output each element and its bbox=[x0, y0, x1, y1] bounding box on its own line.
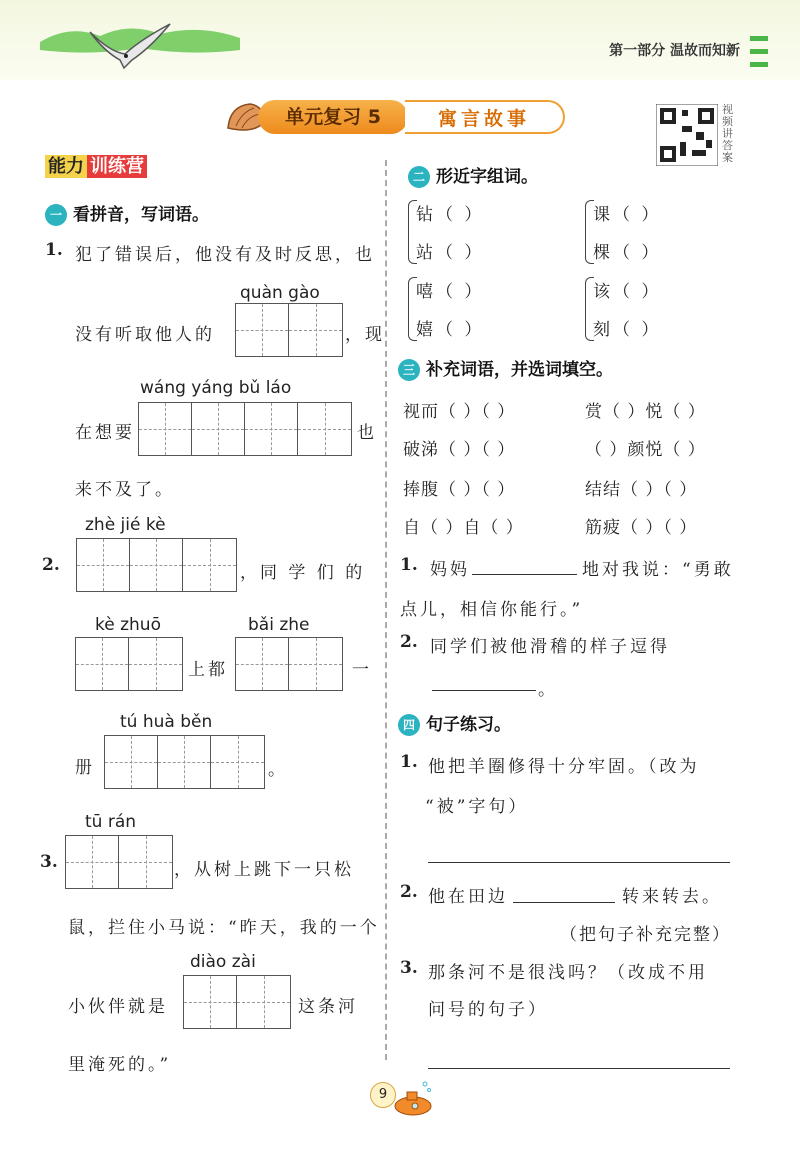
r2-blank[interactable] bbox=[432, 690, 536, 691]
s3-text: 那条河不是很浅吗？（改成不用 bbox=[428, 963, 708, 983]
fill-row2-b: （ ）颜悦（ ） bbox=[585, 440, 706, 460]
q1-pre2: 没有听取他人的 bbox=[75, 325, 215, 345]
q3-line2: 鼠，拦住小马说：“昨天，我的一个 bbox=[68, 918, 380, 938]
q2-grid2[interactable] bbox=[75, 637, 183, 691]
r1-pre: 妈妈 bbox=[430, 560, 470, 580]
q2-pinyin1: zhè jié kè bbox=[85, 515, 166, 535]
s2-blank[interactable] bbox=[513, 902, 615, 903]
unit-title: 单元复习 5 bbox=[258, 100, 408, 134]
q1-post3: 也 bbox=[357, 423, 377, 443]
page-number: 9 bbox=[370, 1082, 396, 1108]
q3-number: 3. bbox=[40, 852, 58, 872]
q1-grid1[interactable] bbox=[235, 303, 343, 357]
q1-line1: 犯了错误后，他没有及时反思，也 bbox=[75, 245, 375, 265]
qr-label: 视频讲答案 bbox=[722, 103, 733, 164]
q1-pinyin2: wáng yáng bǔ láo bbox=[140, 378, 292, 398]
q3-grid1[interactable] bbox=[65, 835, 173, 889]
pair-4a: 该（ ） bbox=[593, 282, 662, 302]
submarine-icon bbox=[385, 1078, 435, 1118]
section-three-badge: 三 bbox=[398, 359, 420, 381]
r2-number: 2. bbox=[400, 632, 418, 652]
q3-pre3: 小伙伴就是 bbox=[68, 997, 168, 1017]
q2-pinyin2b: bǎi zhe bbox=[248, 615, 310, 635]
q2-post1: ，同 学 们 的 bbox=[240, 563, 366, 583]
fill-row1-b: 赏（ ）悦（ ） bbox=[585, 402, 706, 422]
q2-grid1[interactable] bbox=[76, 538, 237, 592]
stripe-decoration bbox=[750, 34, 768, 70]
fill-row3-b: 结结（ ）（ ） bbox=[585, 480, 698, 500]
unit-subtitle: 寓言故事 bbox=[405, 100, 565, 134]
pair-3a: 嘻（ ） bbox=[416, 282, 485, 302]
q2-grid3[interactable] bbox=[235, 637, 343, 691]
s1-line2: “被”字句） bbox=[425, 797, 529, 817]
r2-text: 同学们被他滑稽的样子逗得 bbox=[430, 637, 670, 657]
section-three-title: 补充词语，并选词填空。 bbox=[426, 360, 613, 380]
s3-line2: 问号的句子） bbox=[428, 1000, 548, 1020]
section-two-badge: 二 bbox=[408, 166, 430, 188]
qr-code-icon[interactable] bbox=[656, 104, 718, 166]
pair-4b: 刻（ ） bbox=[593, 320, 662, 340]
fill-row4-b: 筋疲（ ）（ ） bbox=[585, 518, 698, 538]
seagull-icon bbox=[80, 22, 180, 82]
q3-post1: ，从树上跳下一只松 bbox=[174, 860, 354, 880]
ability-tag-part2: 训练营 bbox=[87, 155, 147, 178]
section-one-title: 看拼音，写词语。 bbox=[73, 205, 209, 225]
q3-post3: 这条河 bbox=[298, 997, 358, 1017]
q2-pinyin3: tú huà běn bbox=[120, 712, 213, 732]
q3-pinyin1: tū rán bbox=[85, 812, 137, 832]
section-four-title: 句子练习。 bbox=[426, 715, 511, 735]
s2-note: （把句子补充完整） bbox=[560, 925, 731, 945]
s1-answer-line[interactable] bbox=[428, 862, 730, 863]
s3-number: 3. bbox=[400, 958, 418, 978]
section-two-heading bbox=[408, 162, 538, 188]
q2-number: 2. bbox=[42, 555, 60, 575]
s2-number: 2. bbox=[400, 882, 418, 902]
q2-post3: 。 bbox=[268, 760, 288, 780]
q1-post2: ，现 bbox=[345, 325, 385, 345]
r1-post: 地对我说：“勇敢 bbox=[582, 560, 734, 580]
q1-pre3: 在想要 bbox=[75, 423, 135, 443]
section-one-badge: 一 bbox=[45, 204, 67, 226]
ability-tag bbox=[45, 152, 147, 178]
pair-1a: 钻（ ） bbox=[416, 205, 485, 225]
section-four-badge: 四 bbox=[398, 714, 420, 736]
q2-post2: 一 bbox=[352, 660, 372, 680]
q1-number: 1. bbox=[45, 240, 63, 260]
section-two-title: 形近字组词。 bbox=[436, 167, 538, 187]
r1-line2: 点儿，相信你能行。” bbox=[400, 600, 584, 620]
pair-1b: 站（ ） bbox=[416, 243, 485, 263]
s2-post: 转来转去。 bbox=[622, 887, 722, 907]
s1-number: 1. bbox=[400, 752, 418, 772]
q3-pinyin3: diào zài bbox=[190, 952, 256, 972]
column-divider bbox=[385, 160, 387, 1060]
pair-2b: 棵（ ） bbox=[593, 243, 662, 263]
fill-row3-a: 捧腹（ ）（ ） bbox=[403, 480, 516, 500]
q3-grid2[interactable] bbox=[183, 975, 291, 1029]
r1-blank[interactable] bbox=[472, 574, 577, 575]
q2-grid4[interactable] bbox=[104, 735, 265, 789]
s1-text: 他把羊圈修得十分牢固。（改为 bbox=[428, 757, 700, 777]
r2-end: 。 bbox=[538, 680, 558, 700]
pair-3b: 嬉（ ） bbox=[416, 320, 485, 340]
s2-pre: 他在田边 bbox=[428, 887, 508, 907]
section-three-heading bbox=[398, 355, 613, 381]
fill-row2-a: 破涕（ ）（ ） bbox=[403, 440, 516, 460]
fill-row1-a: 视而（ ）（ ） bbox=[403, 402, 516, 422]
ability-tag-part1: 能力 bbox=[45, 155, 87, 178]
section-heading: 第一部分 温故而知新 bbox=[609, 43, 740, 59]
q2-mid2: 上都 bbox=[188, 660, 228, 680]
q2-pinyin2a: kè zhuō bbox=[95, 615, 161, 635]
s3-answer-line[interactable] bbox=[428, 1068, 730, 1069]
q3-line4: 里淹死的。” bbox=[68, 1055, 172, 1075]
pair-2a: 课（ ） bbox=[593, 205, 662, 225]
r1-number: 1. bbox=[400, 555, 418, 575]
q1-line4: 来不及了。 bbox=[75, 480, 175, 500]
q1-pinyin1: quàn gào bbox=[240, 283, 320, 303]
q1-grid2[interactable] bbox=[138, 402, 352, 456]
section-four-heading bbox=[398, 710, 511, 736]
section-one-heading bbox=[45, 200, 209, 226]
q2-pre3: 册 bbox=[75, 758, 95, 778]
fill-row4-a: 自（ ）自（ ） bbox=[403, 518, 524, 538]
